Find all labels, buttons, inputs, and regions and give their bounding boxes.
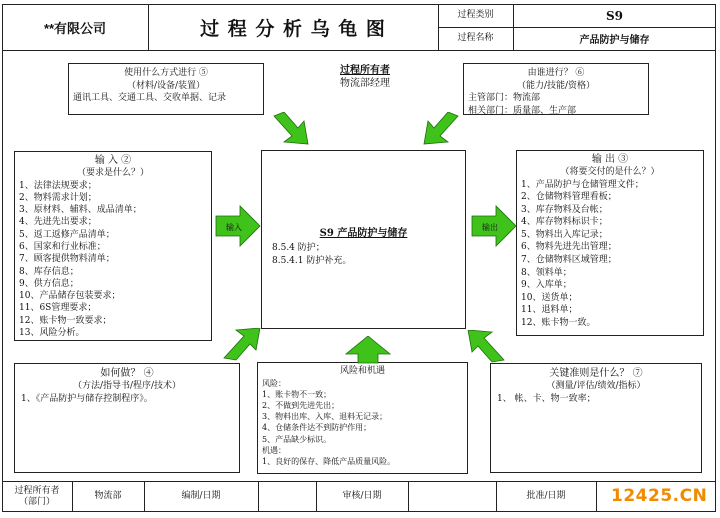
arrow-who-icon: [420, 112, 460, 148]
process-owner-value: 物流部经理: [340, 78, 390, 89]
list-item: 11、6S管理要求；: [19, 303, 97, 314]
risk-line: 2、不做到先进先出；: [262, 400, 340, 410]
risk-line: 5、产品缺少标识。: [262, 434, 332, 444]
kpi-title: 关键准则是什么？ ⑦: [549, 368, 643, 379]
list-item: 8、库存信息；: [19, 266, 79, 277]
arrow-how-icon: [222, 328, 262, 362]
list-item: 7、顾客提供物料清单；: [19, 254, 115, 265]
arrow-resources-icon: [272, 112, 312, 148]
list-item: 12、账卡物一致。: [521, 318, 596, 329]
footer-owner-label-1: 过程所有者: [14, 485, 60, 496]
output-box: [516, 150, 704, 336]
header-divider: [2, 50, 716, 51]
list-item: 2、仓储物料管理看板；: [521, 192, 617, 203]
kpi-content: 1、 帐、卡、物一致率；: [497, 393, 596, 404]
list-item: 10、送货单；: [521, 292, 578, 303]
footer-owner-label-2: （部门）: [18, 496, 55, 507]
kpi-box: [490, 363, 702, 473]
who-title: 由谁进行？ ⑥: [527, 68, 585, 78]
risk-line: 1、账卡物不一致；: [262, 389, 332, 399]
arrow-input-icon: [214, 204, 262, 248]
input-subtitle: （要求是什么？）: [76, 168, 149, 178]
footer-reviewed: 审核/日期: [342, 491, 382, 502]
footer-col-5: [408, 481, 409, 512]
list-item: 4、库存物料标识卡；: [521, 217, 608, 228]
footer-owner-value: 物流部: [94, 491, 122, 502]
list-item: 5、返工返修产品清单；: [19, 229, 115, 240]
who-line-2: 相关部门：质量部、生产部: [468, 105, 577, 116]
list-item: 4、先进先出要求；: [19, 217, 97, 228]
list-item: 3、库存物料及台帐；: [521, 204, 608, 215]
output-title: 输 出 ③: [591, 154, 629, 165]
category-value: S9: [605, 8, 623, 23]
arrow-kpi-icon: [466, 330, 506, 364]
list-item: 1、产品防护与仓储管理文件；: [521, 179, 644, 190]
risk-line: 机遇：: [262, 445, 286, 455]
arrow-output-icon: [470, 204, 518, 248]
who-line-1: 主管部门：物流部: [468, 93, 541, 103]
how-subtitle: （方法/指导书/程序/技术）: [72, 381, 182, 391]
risk-line: 3、物料出库、入库、退料无记录；: [262, 412, 388, 422]
list-item: 6、国家和行业标准；: [19, 241, 106, 252]
kpi-subtitle: （测量/评估/绩效/指标）: [546, 381, 646, 391]
process-owner: [322, 64, 408, 90]
process-line-2: 8.5.4.1 防护补充。: [272, 255, 352, 266]
list-item: 10、产品储存包装要求；: [19, 291, 121, 302]
list-item: 1、法律法规要求；: [19, 180, 97, 191]
list-item: 7、仓储物料区域管理；: [521, 255, 617, 266]
who-box: [463, 63, 649, 115]
page-title: 过 程 分 析 乌 龟 图: [200, 17, 386, 40]
resources-subtitle: （材料/设备/装置）: [126, 80, 206, 91]
arrow-output-label: 输出: [482, 223, 498, 232]
list-item: 2、物料需求计划；: [19, 192, 97, 203]
output-subtitle: （将要交付的是什么？）: [560, 167, 660, 177]
risk-lines: [262, 378, 463, 468]
input-box: [14, 151, 212, 341]
how-title: 如何做？ ④: [100, 368, 154, 379]
footer-approved: 批准/日期: [526, 491, 566, 502]
process-name-value: 产品防护与储存: [579, 35, 650, 46]
risk-line: 风险：: [262, 378, 286, 388]
risk-line: 4、仓储条件达不到防护作用；: [262, 423, 372, 433]
risk-box: [257, 362, 468, 474]
list-item: 9、供方信息；: [19, 278, 79, 289]
list-item: 5、物料出入库记录；: [521, 229, 608, 240]
footer-col-7: [596, 481, 597, 512]
output-list: [521, 179, 699, 330]
how-content: 1、《产品防护与储存控制程序》。: [21, 393, 153, 404]
watermark: 12425.CN: [611, 486, 708, 506]
list-item: 9、入库单；: [521, 280, 572, 291]
process-line-1: 8.5.4 防护；: [272, 243, 325, 253]
list-item: 6、物料先进先出管理；: [521, 242, 617, 253]
resources-title: 使用什么方式进行 ⑤: [124, 68, 208, 78]
footer-col-3: [258, 481, 259, 512]
process-title: S9 产品防护与储存: [319, 228, 408, 239]
arrow-risk-icon: [345, 336, 391, 364]
company-name: **有限公司: [43, 20, 107, 36]
list-item: 11、退料单；: [521, 305, 578, 316]
how-box: [14, 363, 240, 473]
list-item: 13、风险分析。: [19, 328, 85, 339]
who-subtitle: （能力/技能/资格）: [516, 80, 596, 91]
risk-line: 1、良好的保存、降低产品质量风险。: [262, 456, 396, 466]
footer-owner-label: [2, 481, 72, 512]
list-item: 3、原材料、辅料、成品清单；: [19, 205, 142, 216]
process-name-label: 过程名称: [457, 33, 494, 44]
arrow-input-label: 输入: [226, 223, 242, 232]
category-label: 过程类别: [457, 10, 494, 21]
resources-box: [68, 63, 264, 115]
list-item: 12、账卡物一致要求；: [19, 315, 112, 326]
process-box: [261, 150, 466, 329]
resources-content: 通讯工具、交通工具、交收单据、记录: [73, 93, 227, 103]
input-title: 输 入 ②: [94, 155, 132, 166]
process-owner-title: 过程所有者: [340, 65, 390, 76]
list-item: 8、领料单；: [521, 267, 572, 278]
risk-title: 风险和机遇: [339, 366, 385, 376]
footer-prepared: 编制/日期: [181, 491, 221, 502]
input-list: [19, 180, 207, 340]
